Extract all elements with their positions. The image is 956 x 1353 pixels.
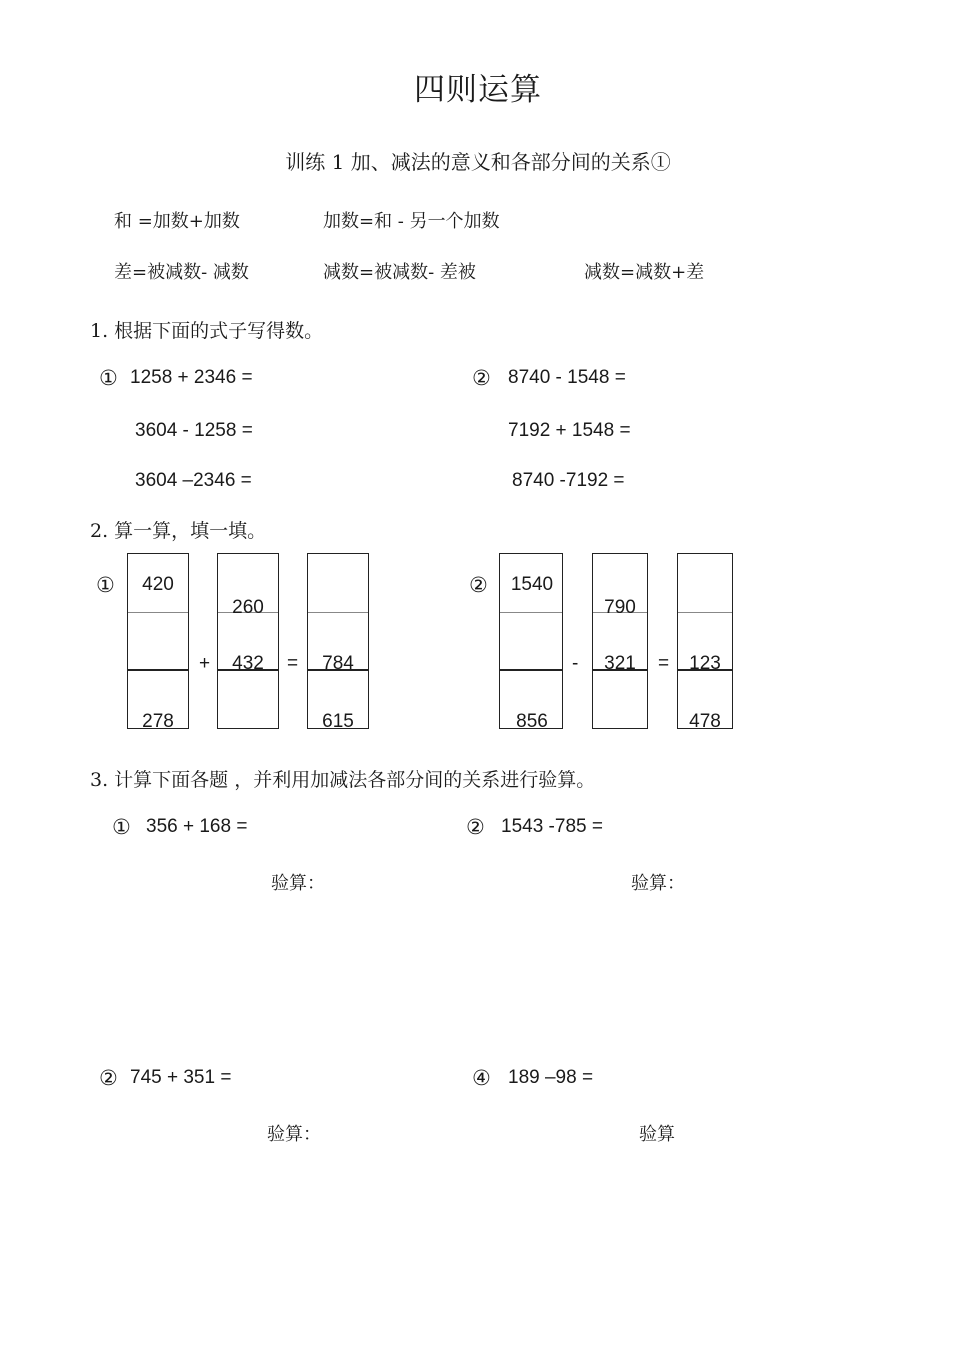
left-plus-sign: +	[199, 653, 211, 674]
right-box1-divider2	[500, 669, 562, 671]
formula-sum: 和 =加数+加数	[114, 211, 240, 232]
page-title: 四则运算	[414, 72, 542, 108]
problem4-expression: 189 –98 =	[508, 1067, 594, 1088]
section1-right-line3: 8740 -7192 =	[512, 470, 625, 491]
section1-right-line1: 8740 - 1548 =	[508, 367, 626, 388]
problem2-verify-label: 验算：	[631, 873, 685, 894]
section1-heading: 1. 根据下面的式子写得数。	[90, 320, 324, 342]
left-box3-mid-value: 784	[322, 653, 354, 674]
section3-heading: 3. 计算下面各题 ，并利用加减法各部分间的关系进行验算。	[90, 769, 596, 791]
left-box1-divider2	[128, 669, 188, 671]
left-box3	[307, 553, 369, 729]
left-box2	[217, 553, 279, 729]
problem3-verify-label: 验算：	[267, 1124, 321, 1145]
right-box3	[677, 553, 733, 729]
page-subtitle: 训练 1 加、减法的意义和各部分间的关系①	[285, 150, 671, 174]
right-box1-top-value: 1540	[510, 574, 554, 595]
section2-left-marker: ①	[96, 573, 115, 597]
problem3-expression: 745 + 351 =	[130, 1067, 232, 1088]
section1-left-line1: 1258 + 2346 =	[130, 367, 253, 388]
section1-right-line2: 7192 + 1548 =	[508, 420, 631, 441]
section1-left-line3: 3604 –2346 =	[135, 470, 252, 491]
problem2-expression: 1543 -785 =	[501, 816, 603, 837]
right-box2-top-value: 790	[604, 597, 636, 618]
problem4-marker: ④	[472, 1066, 491, 1090]
left-box1-bottom-value: 278	[142, 711, 174, 732]
right-box3-divider1	[678, 612, 732, 613]
right-minus-sign: -	[572, 653, 579, 674]
right-box3-bottom-value: 478	[689, 711, 721, 732]
right-box2-mid-value: 321	[604, 653, 636, 674]
section1-right-marker: ②	[472, 366, 491, 390]
formula-difference: 差=被减数- 减数	[114, 262, 249, 283]
left-equals-sign: =	[287, 653, 299, 674]
right-equals-sign: =	[658, 653, 670, 674]
problem1-marker: ①	[112, 815, 131, 839]
section1-left-line2: 3604 - 1258 =	[135, 420, 253, 441]
section2-heading: 2. 算一算，填一填。	[90, 520, 267, 542]
formula-subtrahend: 减数=被减数- 差被	[323, 262, 476, 283]
left-box3-divider1	[308, 612, 368, 613]
problem3-marker: ②	[99, 1066, 118, 1090]
left-box2-mid-value: 432	[232, 653, 264, 674]
right-box1-divider1	[500, 612, 562, 613]
left-box1-divider1	[128, 612, 188, 613]
right-box3-mid-value: 123	[689, 653, 721, 674]
section2-right-marker: ②	[469, 573, 488, 597]
problem4-verify-label: 验算	[639, 1124, 675, 1145]
formula-addend: 加数=和 - 另一个加数	[323, 211, 500, 232]
problem2-marker: ②	[466, 815, 485, 839]
problem1-expression: 356 + 168 =	[146, 816, 248, 837]
left-box3-bottom-value: 615	[322, 711, 354, 732]
left-box2-top-value: 260	[232, 597, 264, 618]
section1-left-marker: ①	[99, 366, 118, 390]
problem1-verify-label: 验算：	[271, 873, 325, 894]
formula-minuend: 减数=减数+差	[584, 262, 705, 283]
right-box2	[592, 553, 648, 729]
right-box1-bottom-value: 856	[516, 711, 548, 732]
left-box1-top-value: 420	[142, 574, 174, 595]
